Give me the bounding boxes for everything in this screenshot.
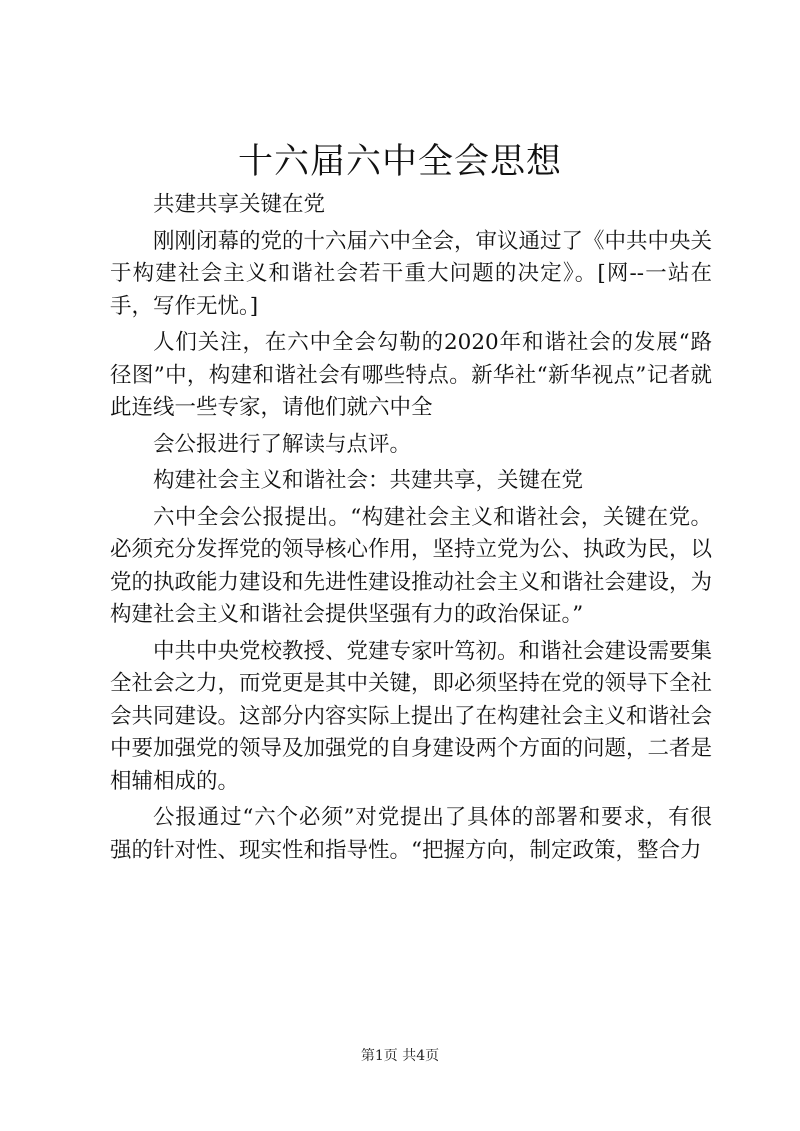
paragraph: 六中全会公报提出。“构建社会主义和谐社会，关键在党。必须充分发挥党的领导核心作用，坚持立党为公、执政为民，以党的执政能力建设和先进性建设推动社会主义和谐社会建设，为构建社会主义和谐社会提供坚强有力的政治保证。”: [110, 504, 713, 627]
paragraph: 会公报进行了解读与点评。: [153, 431, 412, 457]
document-title: 十六届六中全会思想: [237, 142, 562, 182]
paragraph: 公报通过“六个必须”对党提出了具体的部署和要求，有很强的针对性、现实性和指导性。“把握方向，制定政策，整合力: [110, 805, 712, 863]
document-body: [110, 189, 712, 871]
page-number-footer: 第1页 共4页: [360, 1048, 440, 1064]
paragraph: 共建共享关键在党: [153, 192, 326, 217]
paragraph: 人们关注，在六中全会勾勒的2020年和谐社会的发展“路径图”中，构建和谐社会有哪些特点。新华社“新华视点”记者就此连线一些专家，请他们就六中全: [110, 330, 712, 420]
paragraph: 构建社会主义和谐社会：共建共享，关键在党: [153, 468, 584, 493]
paragraph: 刚刚闭幕的党的十六届六中全会，审议通过了《中共中央关于构建社会主义和谐社会若干重大问题的决定》。[网--一站在手，写作无忧。]: [110, 228, 713, 319]
paragraph: 中共中央党校教授、党建专家叶笃初。和谐社会建设需要集全社会之力，而党更是其中关键，即必须坚持在党的领导下全社会共同建设。这部分内容实际上提出了在构建社会主义和谐社会中要加强党的领导及加强党的自身建设两个方面的问题，二者是相辅相成的。: [110, 638, 713, 794]
